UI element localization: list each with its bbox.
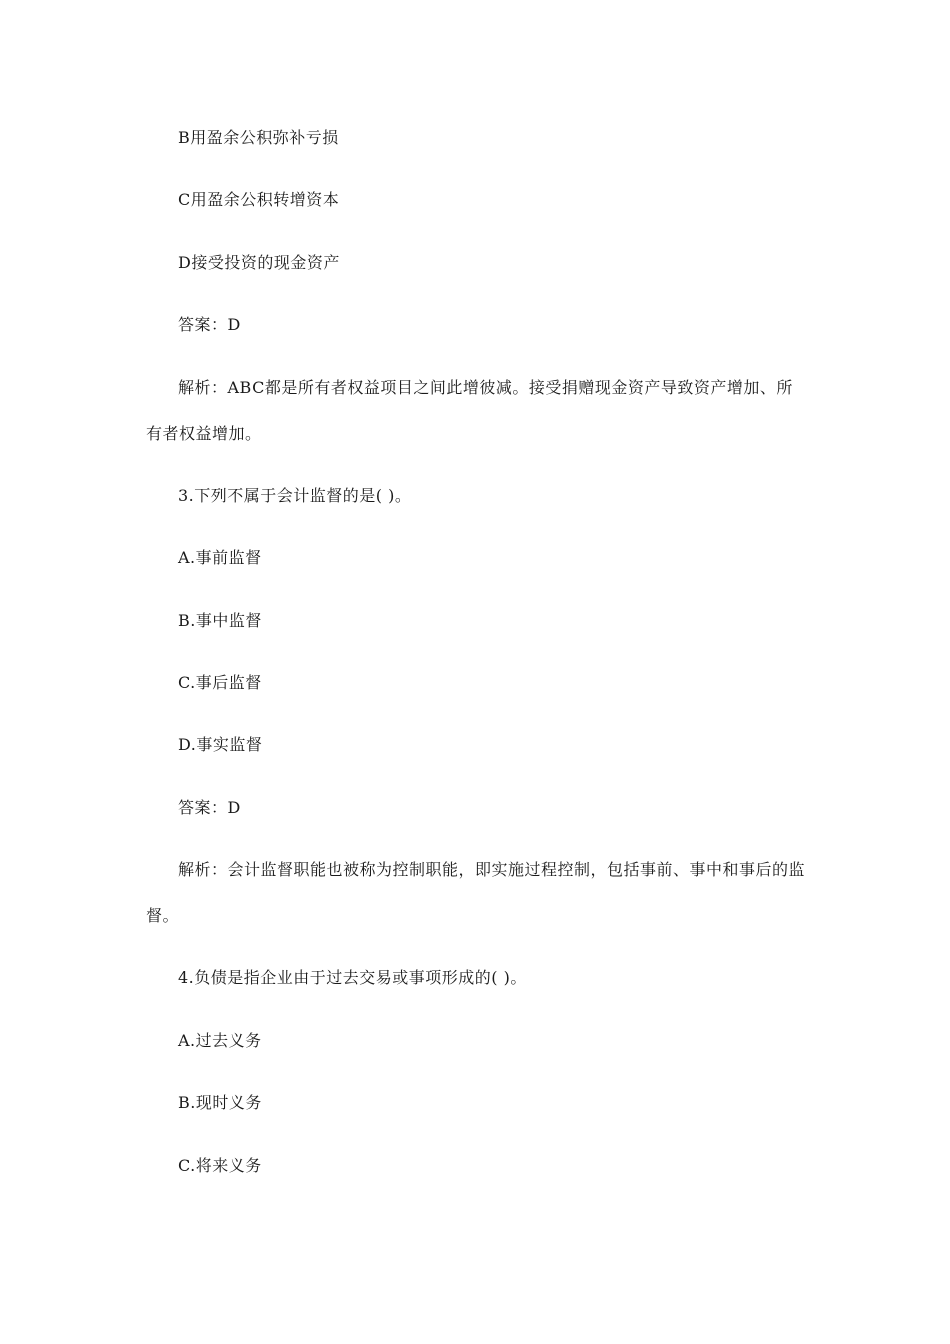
q3-answer: 答案：D bbox=[178, 798, 241, 817]
q2-answer: 答案：D bbox=[178, 315, 241, 334]
q3-option-d: D.事实监督 bbox=[178, 735, 263, 754]
q2-option-d: D接受投资的现金资产 bbox=[178, 253, 340, 272]
q4-stem: 4.负债是指企业由于过去交易或事项形成的( )。 bbox=[178, 968, 527, 987]
q2-option-c: C用盈余公积转增资本 bbox=[178, 190, 340, 209]
q4-option-c: C.将来义务 bbox=[178, 1156, 262, 1175]
q3-stem: 3.下列不属于会计监督的是( )。 bbox=[178, 486, 412, 505]
q3-option-c: C.事后监督 bbox=[178, 673, 262, 692]
q2-analysis: 解析：ABC都是所有者权益项目之间此增彼减。接受捐赠现金资产导致资产增加、所有者权益增加。 bbox=[146, 378, 793, 443]
q3-option-a: A.事前监督 bbox=[178, 548, 262, 567]
q3-analysis: 解析：会计监督职能也被称为控制职能，即实施过程控制，包括事前、事中和事后的监督。 bbox=[146, 860, 806, 925]
q4-option-a: A.过去义务 bbox=[178, 1031, 262, 1050]
q3-option-b: B.事中监督 bbox=[178, 611, 262, 630]
q4-option-b: B.现时义务 bbox=[178, 1093, 262, 1112]
q2-option-b: B用盈余公积弥补亏损 bbox=[178, 128, 339, 147]
